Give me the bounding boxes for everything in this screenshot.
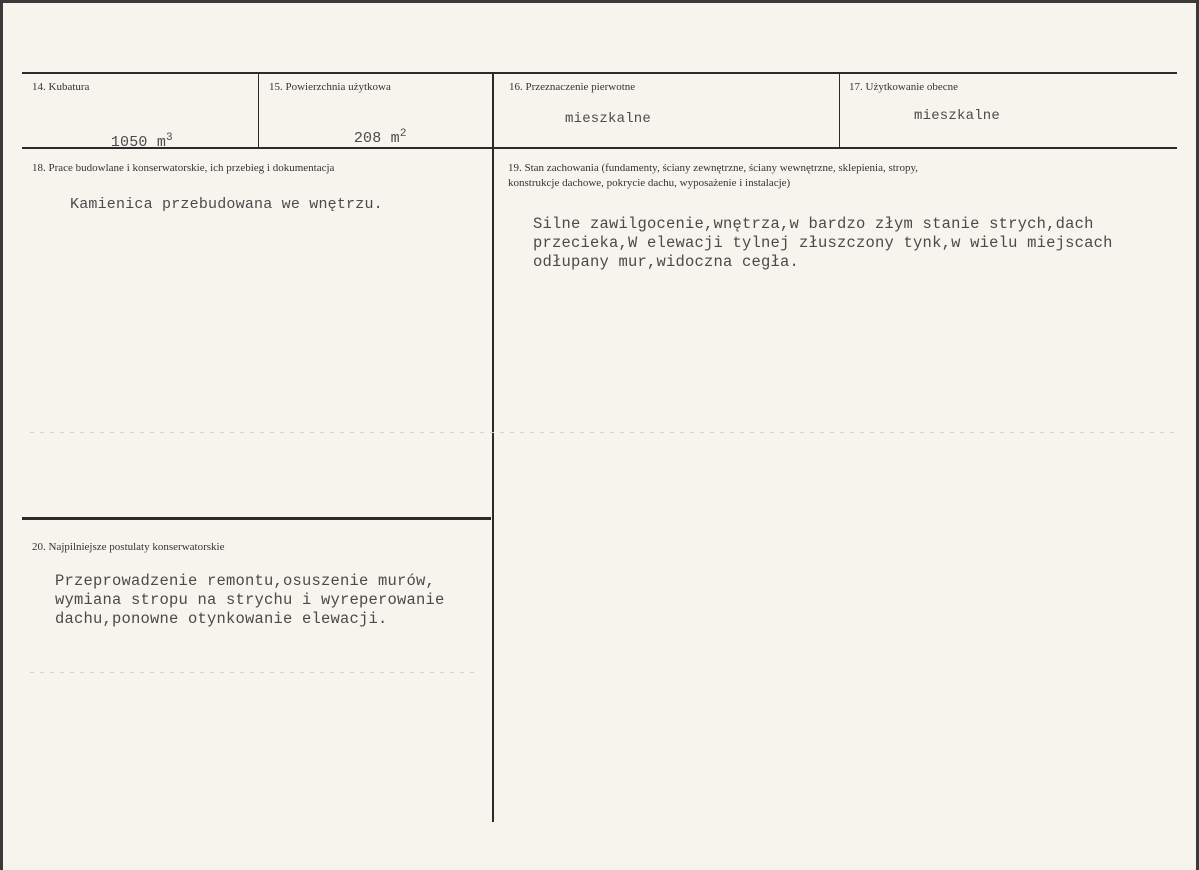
field-20-line-2: wymiana stropu na strychu i wyreperowanie [55,591,445,609]
field-18-label: 18. Prace budowlane i konserwatorskie, ich przebieg i dokumentacja [32,162,335,174]
field-19-label-line-1: 19. Stan zachowania (fundamenty, ściany zewnętrzne, ściany wewnętrzne, sklepienia, stropy, [508,162,919,174]
field-19-line-1: Silne zawilgocenie,wnętrza,w bardzo złym stanie strych,dach [533,215,1094,233]
col-divider-3 [839,74,840,147]
field-16-value: mieszkalne [565,111,652,127]
section-18-bottom-rule [22,517,491,520]
field-15-exponent: 2 [399,128,407,140]
field-20-line-1: Przeprowadzenie remontu,osuszenie murów, [55,572,436,590]
col-divider-1 [258,74,259,147]
field-20-label: 20. Najpilniejsze postulaty konserwatorskie [32,541,225,553]
field-14-label: 14. Kubatura [32,81,90,93]
field-17-label: 17. Użytkowanie obecne [849,81,959,93]
field-18-value: Kamienica przebudowana we wnętrzu. [70,196,383,213]
card-top-edge [0,0,1199,3]
field-20-line-3: dachu,ponowne otynkowanie elewacji. [55,610,388,628]
field-17-value: mieszkalne [914,108,1001,124]
field-19-line-3: odłupany mur,widoczna cegła. [533,253,800,271]
field-15-value [317,110,407,167]
top-rule [22,72,1177,74]
field-19-label-line-2: konstrukcje dachowe, pokrycie dachu, wyposażenie i instalacje) [508,177,791,189]
col-divider-2 [492,74,494,822]
field-15-label: 15. Powierzchnia użytkowa [269,81,391,93]
row-divider [22,147,1177,149]
field-16-label: 16. Przeznaczenie pierwotne [509,81,636,93]
card-left-edge [0,0,3,870]
field-15-number: 208 m [353,130,400,147]
field-14-exponent: 3 [166,132,173,144]
guide-line [30,672,480,673]
guide-line [500,432,1180,433]
field-19-line-2: przecieka,W elewacji tylnej złuszczony tynk,w wielu miejscach [533,234,1113,252]
field-14-number: 1050 m [110,134,167,151]
